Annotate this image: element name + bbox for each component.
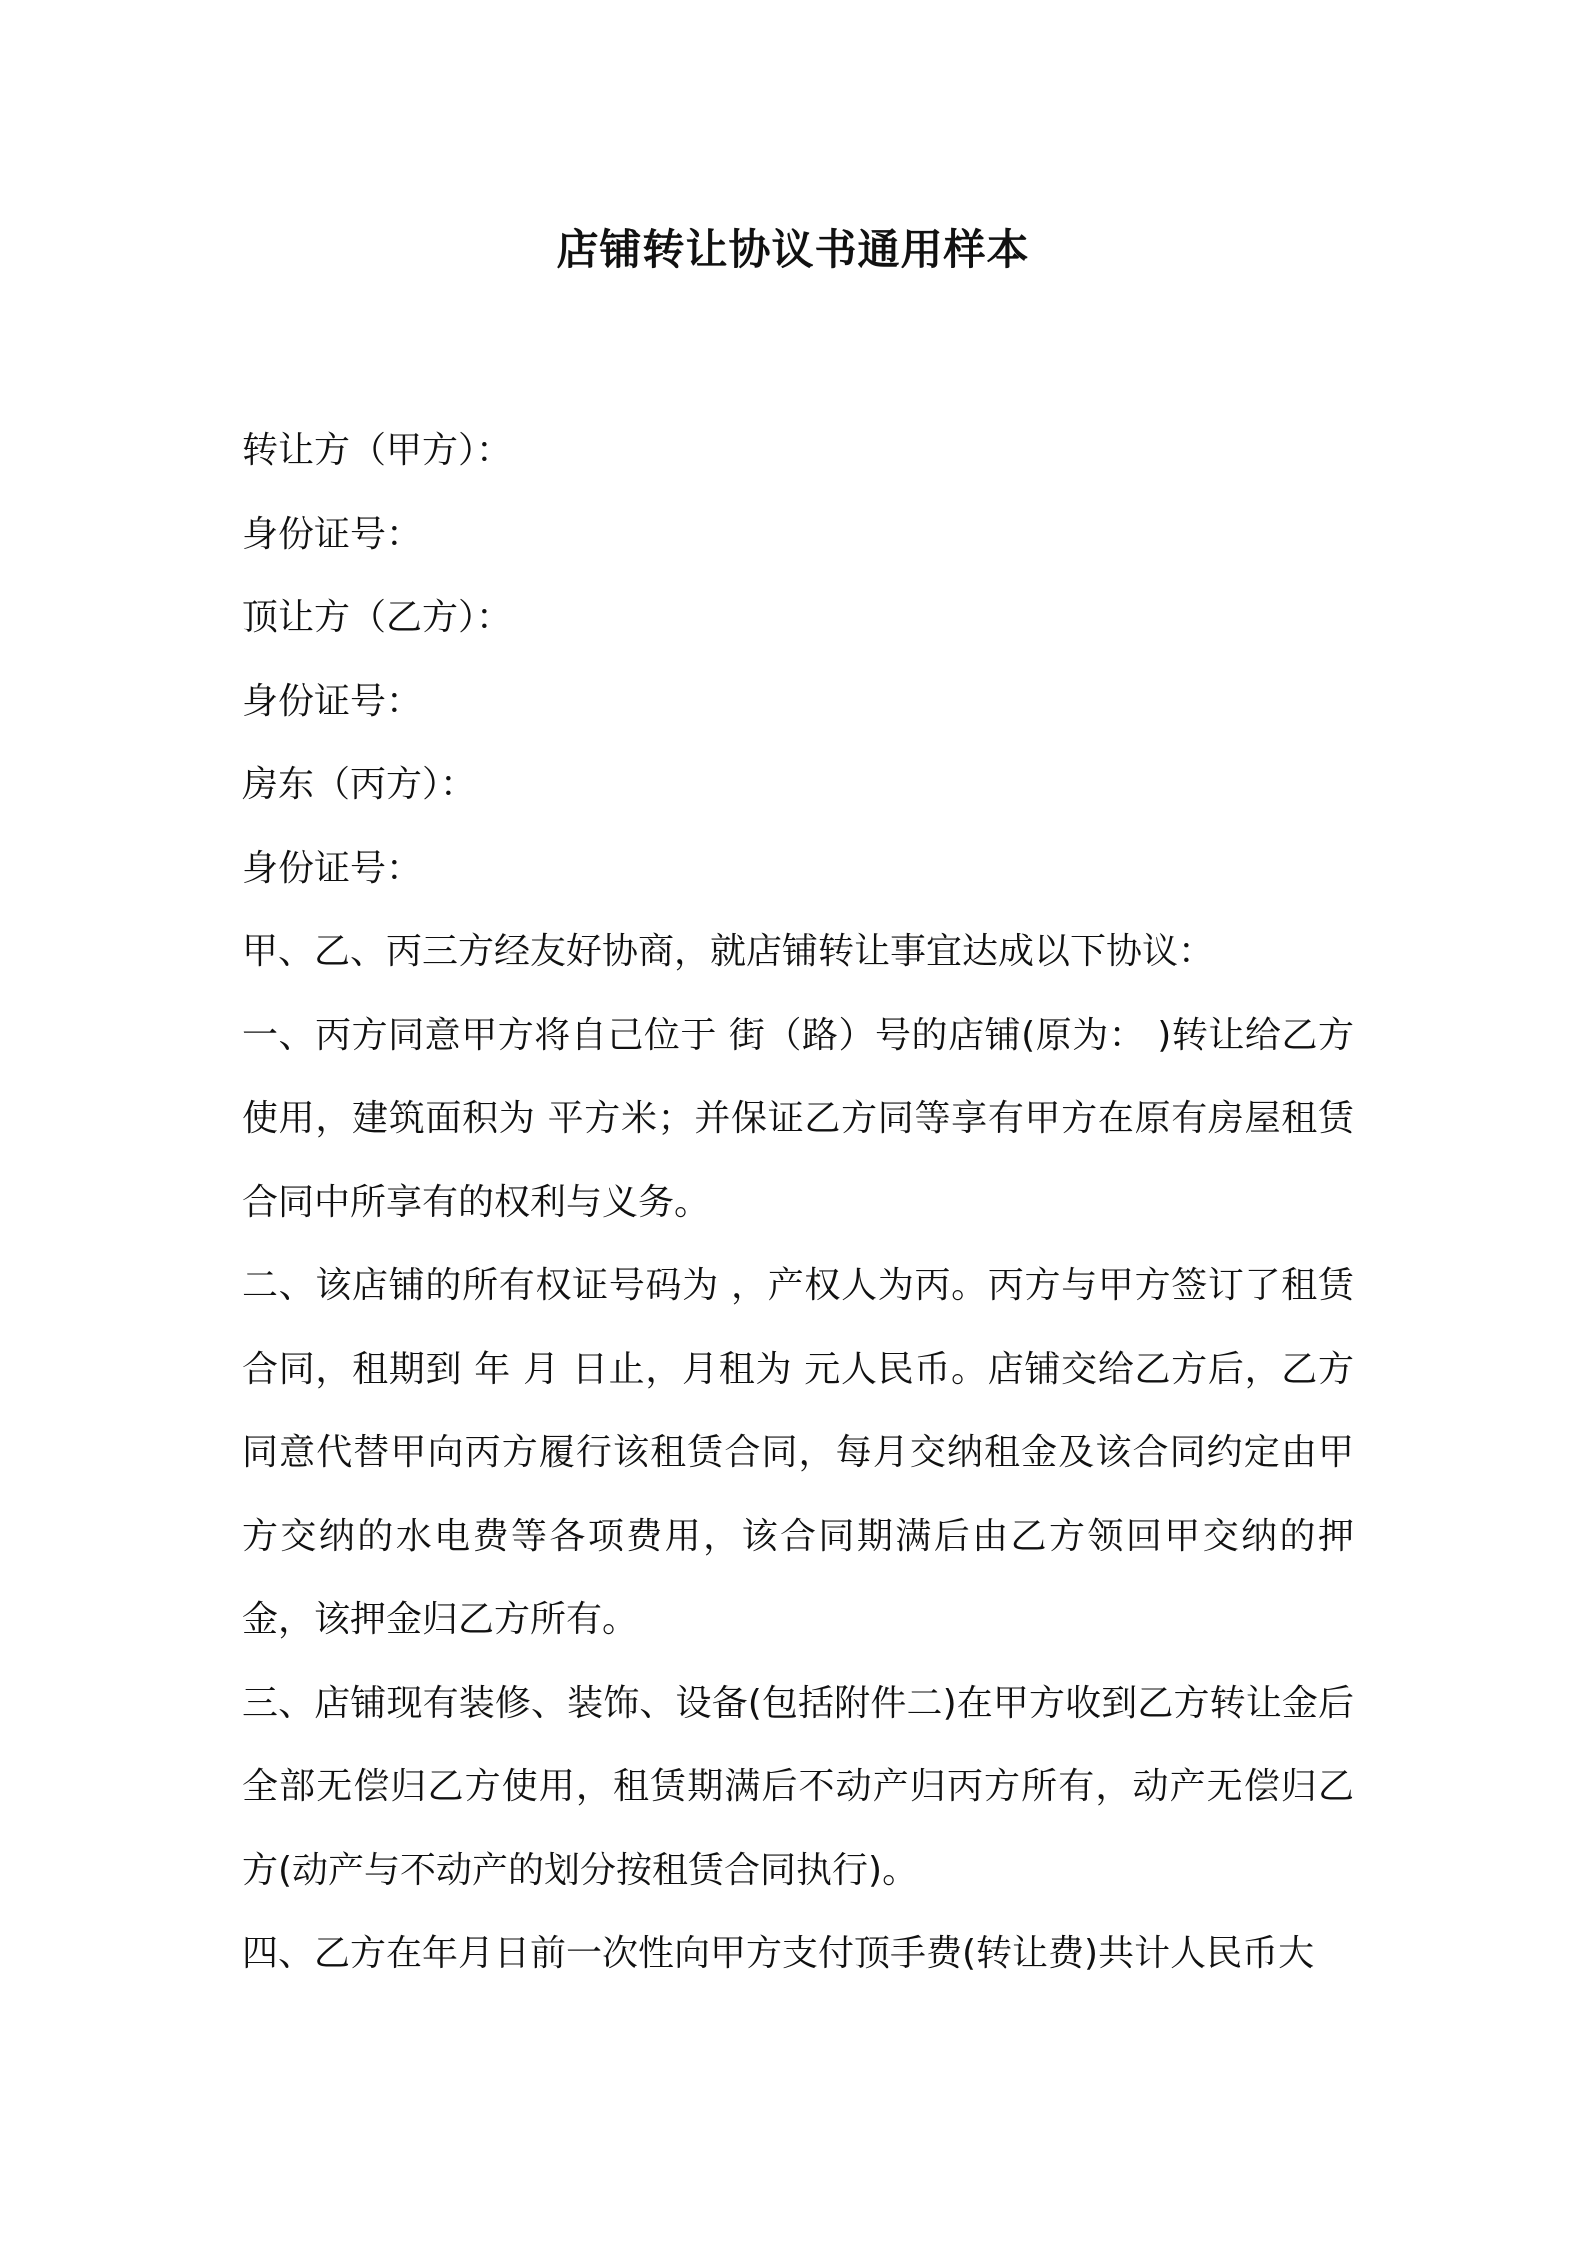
clause-2: 二、该店铺的所有权证号码为 ，产权人为丙。丙方与甲方签订了租赁合同，租期到 年 月 日止，月租为 元人民币。店铺交给乙方后，乙方同意代替甲向丙方履行该租赁合同，每月交纳租金及该合同约定由甲方交纳的水电费等各项费用，该合同期满后由乙方领回甲交纳的押金，该押金归乙方所有。: [242, 1265, 1354, 1640]
agreement-intro: 甲、乙、丙三方经友好协商，就店铺转让事宜达成以下协议：: [242, 931, 1215, 972]
field-landlord: 房东（丙方）：: [242, 764, 477, 805]
clause-3: 三、店铺现有装修、装饰、设备(包括附件二)在甲方收到乙方转让金后全部无偿归乙方使用，租赁期满后不动产归丙方所有，动产无偿归乙方(动产与不动产的划分按租赁合同执行)。: [242, 1682, 1354, 1891]
document-title: 店铺转让协议书通用样本: [556, 225, 1030, 274]
clause-1: 一、丙方同意甲方将自己位于 街（路）号的店铺(原为： )转让给乙方使用，建筑面积为 平方米；并保证乙方同等享有甲方在原有房屋租赁合同中所享有的权利与义务。: [242, 1014, 1354, 1223]
field-transferee: 顶让方（乙方）：: [242, 597, 513, 638]
document-body: [242, 409, 1354, 1996]
field-transferor-id: 身份证号：: [242, 513, 423, 555]
field-transferor: 转让方（甲方）：: [242, 430, 513, 471]
field-transferee-id: 身份证号：: [242, 680, 423, 722]
field-landlord-id: 身份证号：: [242, 847, 423, 889]
clause-4: 四、乙方在年月日前一次性向甲方支付顶手费(转让费)共计人民币大: [242, 1933, 1315, 1974]
